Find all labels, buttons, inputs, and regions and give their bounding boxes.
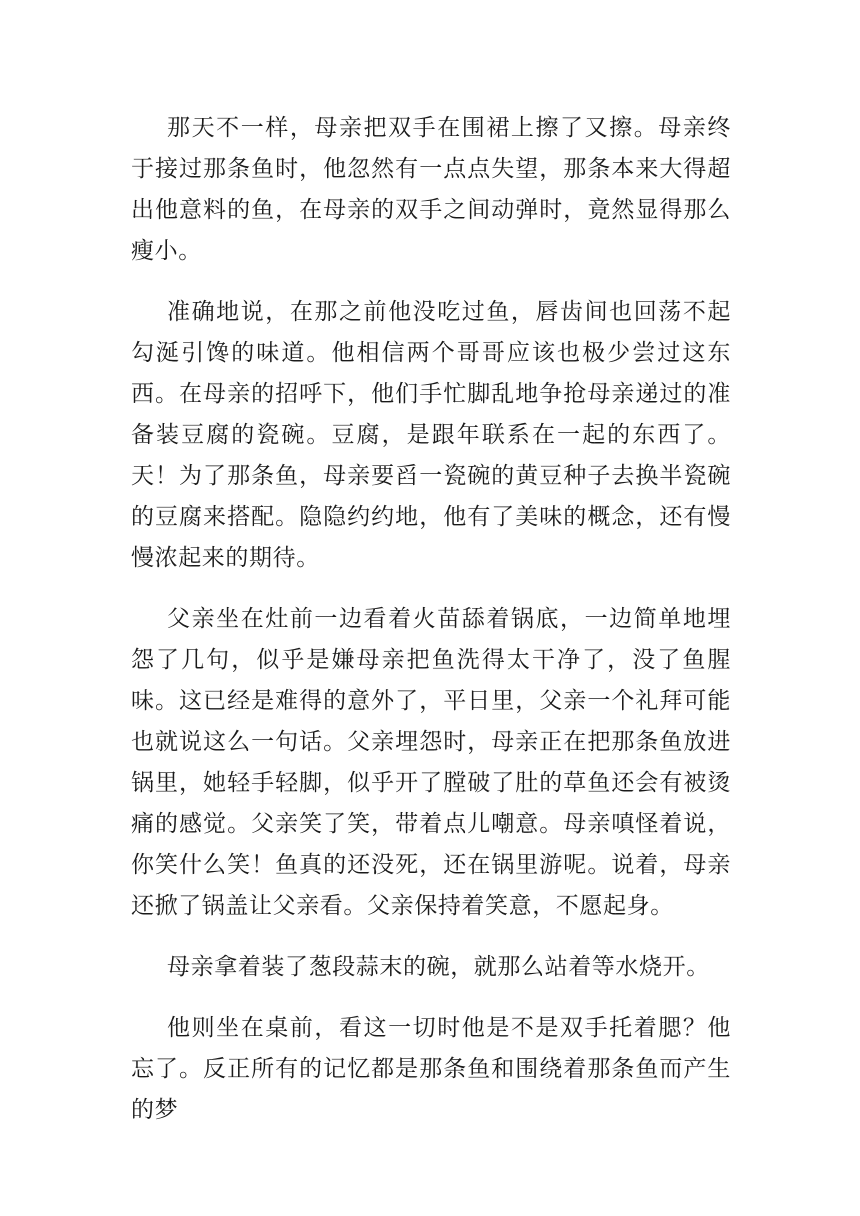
paragraph-4: 母亲拿着装了葱段蒜末的碗，就那么站着等水烧开。 (167, 954, 710, 980)
paragraph-5: 他则坐在桌前，看这一切时他是不是双手托着腮？他忘了。反正所有的记忆都是那条鱼和围绕着那条鱼而产生的梦 (131, 1015, 731, 1123)
paragraph-2: 准确地说，在那之前他没吃过鱼，唇齿间也回荡不起勾涎引馋的味道。他相信两个哥哥应该也极少尝过这东西。在母亲的招呼下，他们手忙脚乱地争抢母亲递过的准备装豆腐的瓷碗。豆腐，是跟年联系在一起的东西了。天！为了那条鱼，母亲要舀一瓷碗的黄豆种子去换半瓷碗的豆腐来搭配。隐隐约约地，他有了美味的概念，还有慢慢浓起来的期待。 (131, 299, 731, 571)
body-text (131, 108, 731, 1151)
paragraph-3: 父亲坐在灶前一边看着火苗舔着锅底，一边简单地埋怨了几句，似乎是嫌母亲把鱼洗得太干净了，没了鱼腥味。这已经是难得的意外了，平日里，父亲一个礼拜可能也就说这么一句话。父亲埋怨时，母亲正在把那条鱼放进锅里，她轻手轻脚，似乎开了膛破了肚的草鱼还会有被烫痛的感觉。父亲笑了笑，带着点儿嘲意。母亲嗔怪着说，你笑什么笑！鱼真的还没死，还在锅里游呢。说着，母亲还掀了锅盖让父亲看。父亲保持着笑意，不愿起身。 (131, 606, 731, 919)
paragraph-1: 那天不一样，母亲把双手在围裙上擦了又擦。母亲终于接过那条鱼时，他忽然有一点点失望，那条本来大得超出他意料的鱼，在母亲的双手之间动弹时，竟然显得那么瘦小。 (131, 115, 731, 264)
